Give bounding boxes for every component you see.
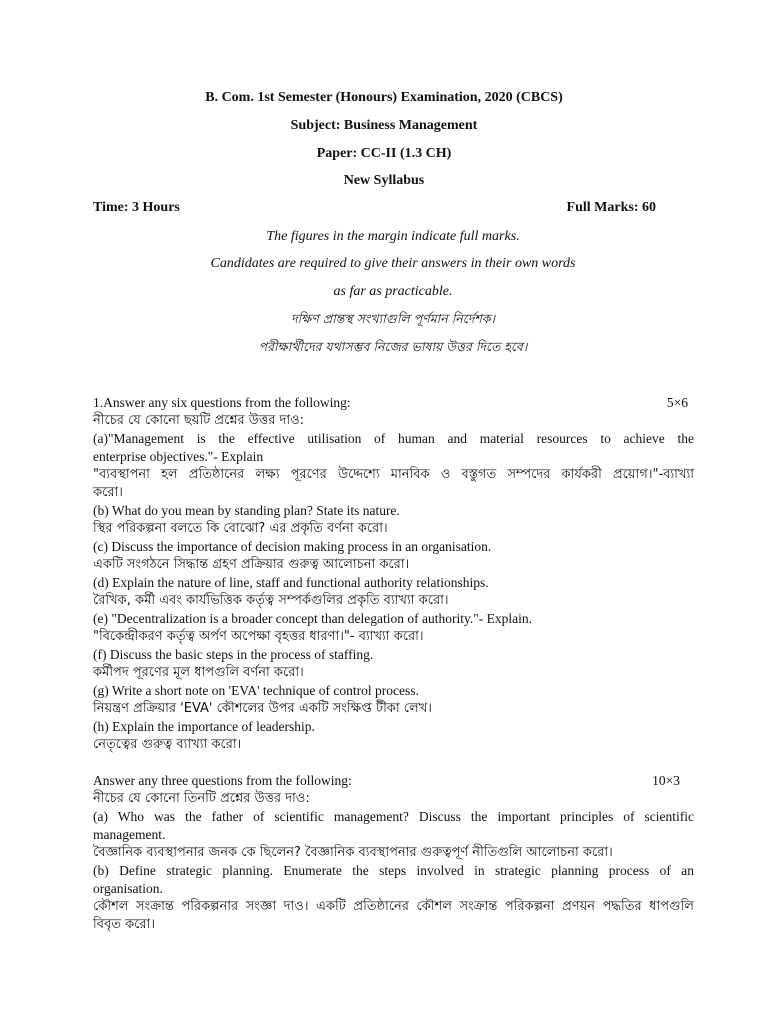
section-2-heading-bengali: নীচের যে কোনো তিনটি প্রশ্নের উত্তর দাও: xyxy=(93,791,310,806)
section-2-marks: 10×3 xyxy=(652,773,680,788)
section-2-heading: Answer any three questions from the following: xyxy=(93,773,352,788)
question-1b-bengali: স্থির পরিকল্পনা বলতে কি বোঝো? এর প্রকৃতি বর্ণনা করো। xyxy=(93,521,388,536)
section-1-heading: 1.Answer any six questions from the following: xyxy=(93,395,351,410)
time-marks-row xyxy=(93,200,656,216)
instruction-line-3: as far as practicable. xyxy=(333,284,453,299)
question-1a-line-2: enterprise objectives."- Explain xyxy=(93,449,264,464)
question-1f-bengali: কর্মীপদ পূরণের মূল ধাপগুলি বর্ণনা করো। xyxy=(93,665,304,680)
section-1-heading-row xyxy=(93,394,694,412)
question-1h: (h) Explain the importance of leadership. xyxy=(93,719,315,734)
section-2 xyxy=(93,772,694,934)
full-marks-label: Full Marks: 60 xyxy=(566,200,656,215)
instruction-bengali-2: পরীক্ষার্থীদের যথাসম্ভব নিজের ভাষায় উত্তর দিতে হবে। xyxy=(258,339,528,354)
paper-line: Paper: CC-II (1.3 CH) xyxy=(316,146,452,161)
question-1e: (e) "Decentralization is a broader concept than delegation of authority."- Explain. xyxy=(93,611,532,626)
instruction-bengali-1: দক্ষিণ প্রান্তস্থ সংখ্যাগুলি পূর্ণমান নির্দেশক। xyxy=(291,311,495,326)
question-1c-bengali: একটি সংগঠনে সিদ্ধান্ত গ্রহণ প্রক্রিয়ার গুরুত্ব আলোচনা করো। xyxy=(93,557,410,572)
question-2b-bengali-line-1: কৌশল সংক্রান্ত পরিকল্পনার সংজ্ঞা দাও। একটি প্রতিষ্ঠানের কৌশল সংক্রান্ত পরিকল্পনা প্রণয়ন পদ্ধতির ধাপগুলি xyxy=(93,899,694,914)
section-1-marks: 5×6 xyxy=(666,395,688,410)
question-1g: (g) Write a short note on 'EVA' technique of control process. xyxy=(93,683,419,698)
section-1 xyxy=(93,394,694,754)
question-1d-bengali: রৈখিক, কর্মী এবং কার্যভিত্তিক কর্তৃত্ব সম্পর্কগুলির প্রকৃতি ব্যাখ্যা করো। xyxy=(93,593,449,608)
instruction-line-2: Candidates are required to give their answers in their own words xyxy=(210,256,576,271)
question-2a-bengali: বৈজ্ঞানিক ব্যবস্থাপনার জনক কে ছিলেন? বৈজ্ঞানিক ব্যবস্থাপনার গুরুত্বপূর্ণ নীতিগুলি আলোচনা করো। xyxy=(93,845,613,860)
question-1h-bengali: নেতৃত্বের গুরুত্ব ব্যাখ্যা করো। xyxy=(93,737,242,752)
section-1-heading-bengali: নীচের যে কোনো ছয়টি প্রশ্নের উত্তর দাও: xyxy=(93,413,305,428)
section-2-heading-row xyxy=(93,772,694,790)
question-1c: (c) Discuss the importance of decision making process in an organisation. xyxy=(93,539,492,554)
question-1a-bengali-line-1: "ব্যবস্থাপনা হল প্রতিষ্ঠানের লক্ষ্য পূরণের উদ্দেশ্যে মানবিক ও বস্তুগত সম্পদের কার্যকরী প্রয়োগ।"-ব্যাখ্যা xyxy=(93,467,694,482)
instruction-line-1: The figures in the margin indicate full marks. xyxy=(266,229,520,244)
syllabus-line: New Syllabus xyxy=(343,173,425,188)
subject-line: Subject: Business Management xyxy=(290,118,478,133)
question-1d: (d) Explain the nature of line, staff and functional authority relationships. xyxy=(93,575,489,590)
time-label: Time: 3 Hours xyxy=(93,200,180,215)
question-1f: (f) Discuss the basic steps in the process of staffing. xyxy=(93,647,374,662)
question-2b-bengali-line-2: বিবৃত করো। xyxy=(93,917,155,932)
question-1b: (b) What do you mean by standing plan? State its nature. xyxy=(93,503,400,518)
question-2b-line-1: (b) Define strategic planning. Enumerate the steps involved in strategic planning process of an xyxy=(93,863,694,878)
exam-title: B. Com. 1st Semester (Honours) Examination, 2020 (CBCS) xyxy=(205,90,563,105)
question-2b-line-2: organisation. xyxy=(93,881,163,896)
question-1a-line-1: (a)"Management is the effective utilisation of human and material resources to achieve the xyxy=(93,431,694,446)
question-2a-line-1: (a) Who was the father of scientific management? Discuss the important principles of scientific xyxy=(93,809,694,824)
question-1g-bengali: নিয়ন্ত্রণ প্রক্রিয়ার 'EVA' কৌশলের উপর একটি সংক্ষিপ্ত টীকা লেখ। xyxy=(93,701,432,716)
question-2a-line-2: management. xyxy=(93,827,166,842)
question-1e-bengali: "বিকেন্দ্রীকরণ কর্তৃত্ব অর্পণ অপেক্ষা বৃহত্তর ধারণা।"- ব্যাখ্যা করো। xyxy=(93,629,424,644)
question-1a-bengali-line-2: করো। xyxy=(93,485,123,500)
